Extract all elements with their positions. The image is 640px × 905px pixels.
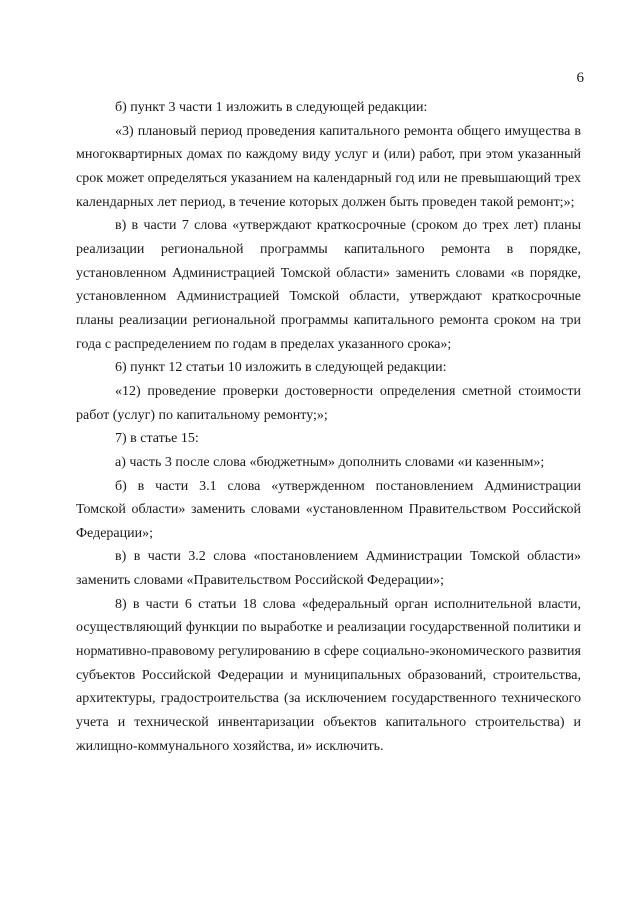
paragraph-section-8: 8) в части 6 статьи 18 слова «федеральный орган исполнительной власти, осуществляющий функции по выработке и реализации государственной политики и нормативно-правовому регулированию в сфере социально-экономического развития субъектов Российской Федерации и муниципальных образований, строительства, архитектуры, градостроительства (за исключением государственного технического учета и технической инвентаризации объектов капитального строительства) и жилищно-коммунального хозяйства, и» исключить. bbox=[76, 596, 581, 754]
paragraph-item-a-part-3: а) часть 3 после слова «бюджетным» дополнить словами «и казенным»; bbox=[115, 454, 545, 470]
paragraph-item-b-point-3: б) пункт 3 части 1 изложить в следующей редакции: bbox=[115, 100, 428, 115]
paragraph-quote-point-3: «3) плановый период проведения капитального ремонта общего имущества в многоквартирных домах по каждому виду услуг и (или) работ, при этом указанный срок может определяться указанием на календарный год или не превышающий трех календарных лет период, в течение которых должен быть проведен такой ремонт;»; bbox=[76, 123, 581, 210]
paragraph-section-7: 7) в статье 15: bbox=[115, 431, 199, 447]
document-body bbox=[76, 96, 581, 758]
paragraph-item-v-part-3-2: в) в части 3.2 слова «постановлением Администрации Томской области» заменить словами «Правительством Российской Федерации»; bbox=[76, 549, 581, 589]
paragraph-section-6: 6) пункт 12 статьи 10 изложить в следующей редакции: bbox=[115, 360, 447, 376]
page-number: 6 bbox=[576, 70, 584, 86]
paragraph-quote-point-12: «12) проведение проверки достоверности определения сметной стоимости работ (услуг) по капитальному ремонту;»; bbox=[76, 383, 581, 423]
paragraph-item-v-part-7: в) в части 7 слова «утверждают краткосрочные (сроком до трех лет) планы реализации региональной программы капитального ремонта в порядке, установленном Администрацией Томской области» заменить словами «в порядке, установленном Администрацией Томской области, утверждают краткосрочные планы реализации региональной программы капитального ремонта сроком на три года с распределением по годам в пределах указанного срока»; bbox=[76, 218, 581, 352]
paragraph-item-b-part-3-1: б) в части 3.1 слова «утвержденном постановлением Администрации Томской области» заменить словами «установленном Правительством Российской Федерации»; bbox=[76, 478, 581, 541]
